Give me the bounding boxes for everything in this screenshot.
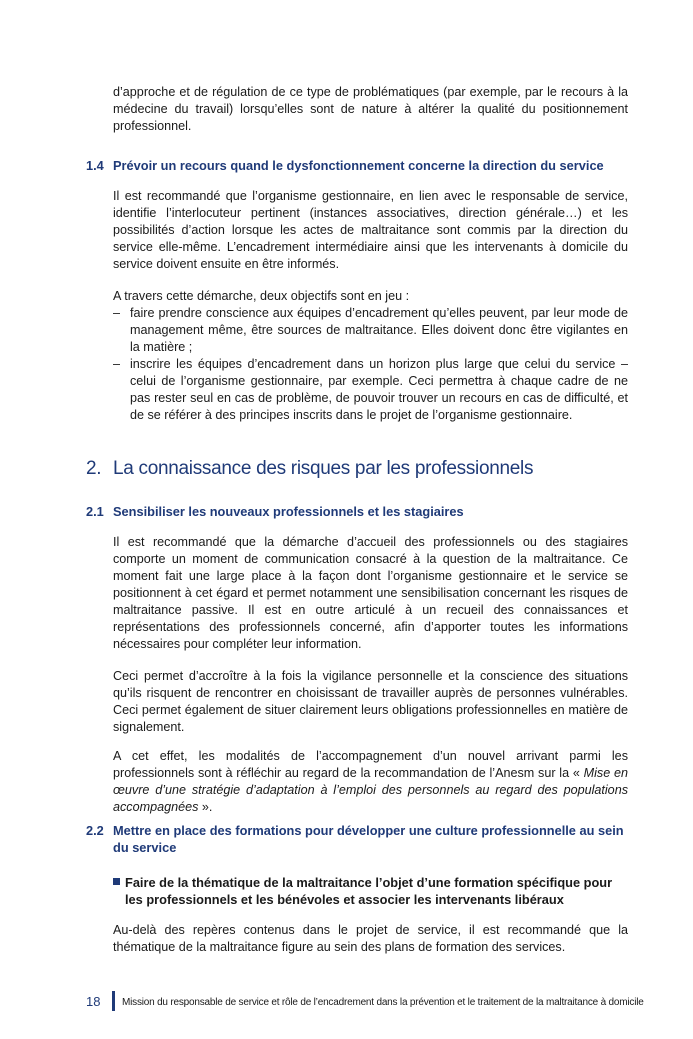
list-dash: –	[113, 357, 121, 371]
section-2-1-paragraph-1: Il est recommandé que la démarche d’accueil des professionnels ou des stagiaires comporte un moment de communication consacré à la question de la maltraitance. Ce moment fait une large place à la façon dont l’organisme gestionnaire et le service se positionnent à cet égard et permet notamment une sensibilisation concernant les risques de maltraitance passive. Il est en outre articulé à un recueil des connaissances et représentations des professionnels concerné, afin d’apporter toutes les informations nécessaires pour compléter leur information.	[113, 535, 628, 651]
list-item-text: faire prendre conscience aux équipes d’encadrement qu’elles peuvent, par leur mode de management même, être sources de maltraitance. Elles doivent donc être vigilantes en la matière ;	[130, 306, 628, 354]
section-2-number: 2.	[86, 458, 102, 479]
paragraph-3-end: ».	[198, 800, 213, 814]
footer-divider	[112, 991, 115, 1011]
intro-paragraph: d’approche et de régulation de ce type de problématiques (par exemple, par le recours à la médecine du travail) lorsqu’elles sont de nature à altérer la qualité du positionnement professionnel.	[113, 85, 628, 133]
paragraph-3-start: A cet effet, les modalités de l’accompagnement d’un nouvel arrivant parmi les professionnels sont à réfléchir au regard de la recommandation de l’Anesm sur la «	[113, 749, 628, 780]
section-2-1-paragraph-3	[113, 748, 628, 816]
footer-text: Mission du responsable de service et rôle de l’encadrement dans la prévention et le traitement de la maltraitance à domicile	[122, 997, 644, 1008]
section-2-2-number: 2.2	[86, 823, 104, 838]
section-1-4-list	[113, 305, 628, 424]
list-item	[113, 305, 628, 356]
page-number: 18	[86, 994, 101, 1009]
list-item-text: inscrire les équipes d’encadrement dans un horizon plus large que celui du service – celui de l’organisme gestionnaire, par exemple. Ceci permettra à chaque cadre de ne pas rester seul en cas de problème, de pouvoir trouver un recours en cas de difficulté, et de se référer à des principes inscrits dans le projet de l’organisme gestionnaire.	[130, 357, 628, 422]
section-2-1-title: Sensibiliser les nouveaux professionnels et les stagiaires	[113, 504, 464, 519]
section-2-2-title: Mettre en place des formations pour développer une culture professionnelle au sein du service	[113, 823, 624, 855]
section-2-1-number: 2.1	[86, 504, 104, 519]
section-2-2-subheading	[113, 874, 628, 908]
section-1-4-title: Prévoir un recours quand le dysfonctionnement concerne la direction du service	[113, 158, 604, 173]
section-2-2-paragraph: Au-delà des repères contenus dans le projet de service, il est recommandé que la thématique de la maltraitance figure au sein des plans de formation des services.	[113, 923, 628, 954]
list-item	[113, 356, 628, 424]
subheading-text: Faire de la thématique de la maltraitance l’objet d’une formation spécifique pour les professionnels et les bénévoles et associer les intervenants libéraux	[125, 875, 613, 907]
section-1-4-list-intro: A travers cette démarche, deux objectifs sont en jeu :	[113, 289, 410, 303]
section-1-4-number: 1.4	[86, 158, 104, 173]
list-dash: –	[113, 306, 121, 320]
section-2-1-paragraph-2: Ceci permet d’accroître à la fois la vigilance personnelle et la conscience des situations qu’ils risquent de rencontrer en choisissant de travailler auprès de personnes vulnérables. Ceci permet également de situer clairement leurs obligations professionnelles en matière de signalement.	[113, 669, 628, 734]
section-2-title: La connaissance des risques par les professionnels	[113, 458, 534, 479]
square-bullet-icon	[113, 878, 120, 885]
section-1-4-paragraph: Il est recommandé que l’organisme gestionnaire, en lien avec le responsable de service, identifie l’interlocuteur pertinent (instances associatives, direction générale…) et les possibilités d’action lorsque les actes de maltraitance sont commis par la direction du service elle-même. L’encadrement intermédiaire ainsi que les intervenants à domicile du service doivent ensuite en être informés.	[113, 189, 628, 271]
recommendation-title: Mise en œuvre d’une stratégie d’adaptation à l’emploi des personnels au regard des populations accompagnées	[113, 766, 628, 814]
